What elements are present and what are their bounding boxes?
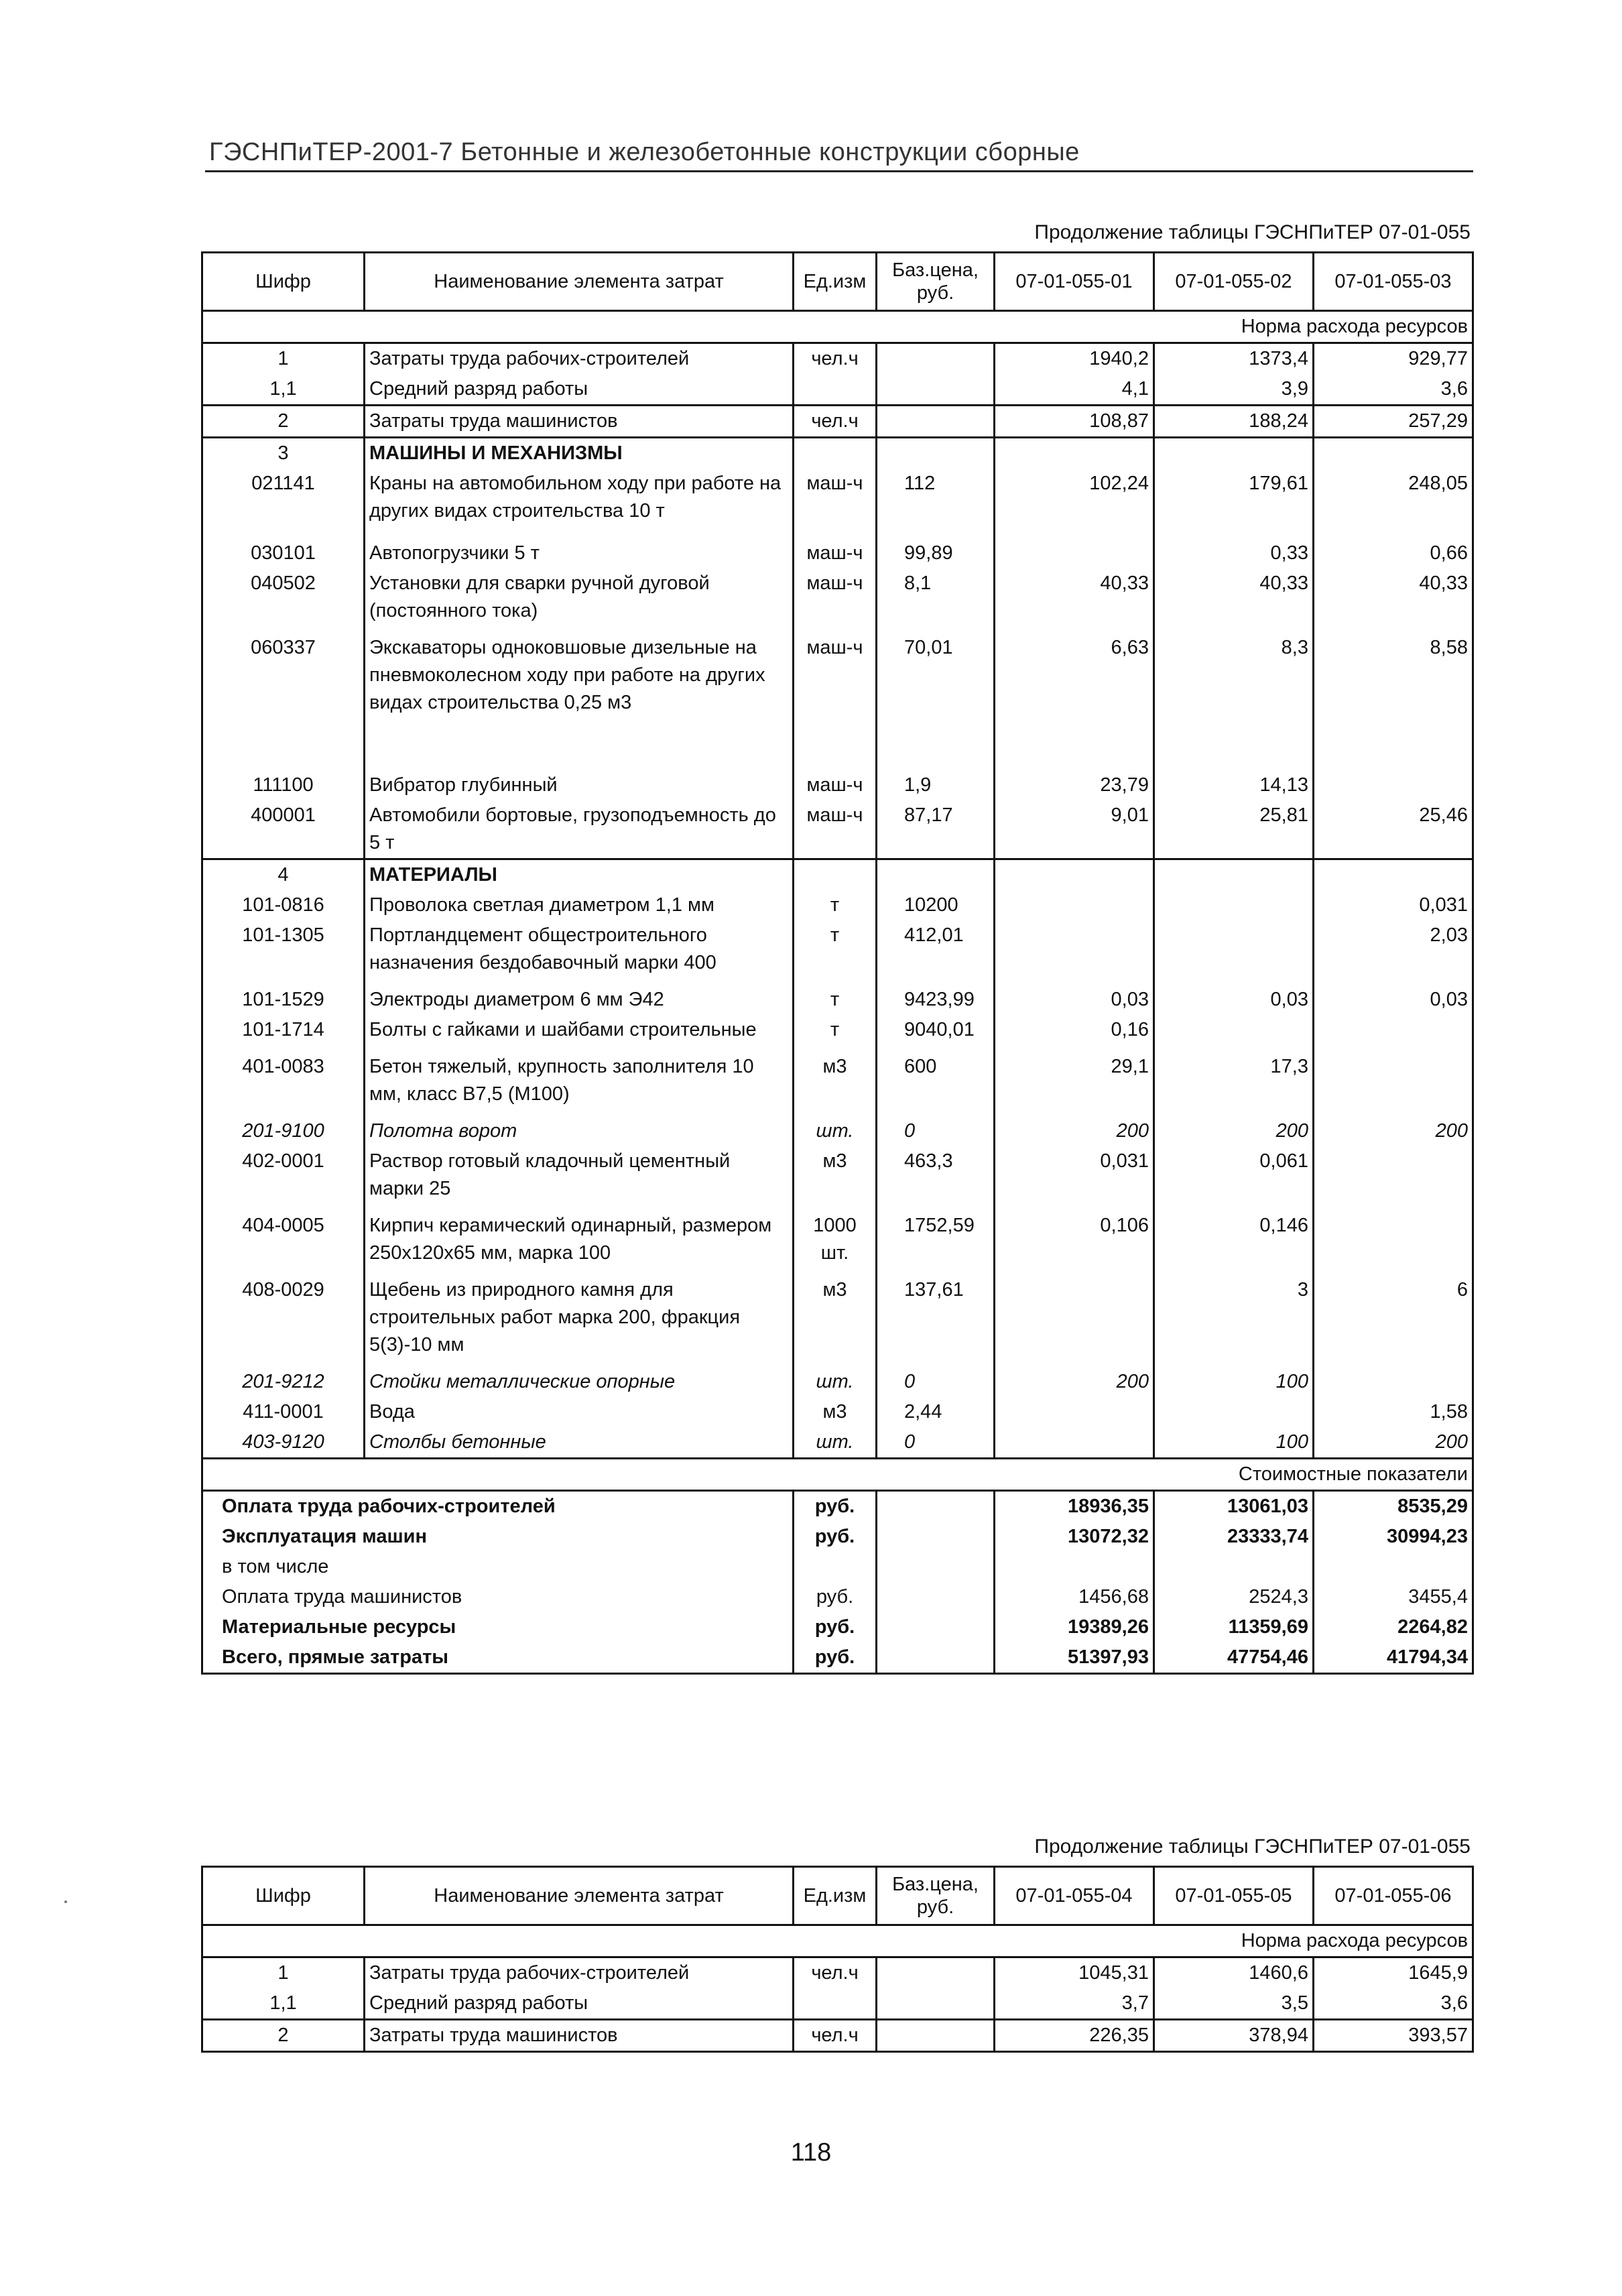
row-code: 111100 xyxy=(202,770,365,800)
cost-unit: руб. xyxy=(794,1582,877,1612)
cost-value-2 xyxy=(1154,1552,1314,1582)
row-unit: чел.ч xyxy=(794,2020,877,2052)
col-unit-header: Ед.изм xyxy=(794,253,877,311)
cost-name: Всего, прямые затраты xyxy=(202,1642,794,1674)
table-row xyxy=(202,770,1473,800)
row-value-1: 23,79 xyxy=(995,770,1154,800)
row-value-1: 0,16 xyxy=(995,1015,1154,1052)
col-price-header: Баз.цена, руб. xyxy=(877,1867,995,1925)
row-value-2: 17,3 xyxy=(1154,1052,1314,1116)
table-row xyxy=(202,1427,1473,1459)
cost-name: Материальные ресурсы xyxy=(202,1612,794,1642)
row-value-3: 1645,9 xyxy=(1314,1957,1473,1989)
row-value-2: 0,146 xyxy=(1154,1211,1314,1275)
cost-name: Оплата труда рабочих-строителей xyxy=(202,1491,794,1522)
norm-caption: Норма расхода ресурсов xyxy=(202,1925,1473,1957)
row-name: МАШИНЫ И МЕХАНИЗМЫ xyxy=(365,438,794,469)
col-c3-header: 07-01-055-06 xyxy=(1314,1867,1473,1925)
row-name: Автомобили бортовые, грузоподъемность до 5 т xyxy=(365,800,794,859)
row-value-1 xyxy=(995,538,1154,568)
row-value-1 xyxy=(995,859,1154,891)
row-value-3 xyxy=(1314,1015,1473,1052)
table-row xyxy=(202,469,1473,538)
row-value-1: 0,03 xyxy=(995,985,1154,1015)
row-value-1: 0,031 xyxy=(995,1146,1154,1211)
row-unit: шт. xyxy=(794,1116,877,1146)
row-name: Болты с гайками и шайбами строительные xyxy=(365,1015,794,1052)
norm-caption: Норма расхода ресурсов xyxy=(202,311,1473,343)
row-name: Затраты труда машинистов xyxy=(365,406,794,438)
row-unit: т xyxy=(794,890,877,920)
row-value-2: 8,3 xyxy=(1154,633,1314,770)
row-code: 411-0001 xyxy=(202,1397,365,1427)
row-value-3: 25,46 xyxy=(1314,800,1473,859)
cost-row xyxy=(202,1552,1473,1582)
row-price xyxy=(877,406,995,438)
row-code: 401-0083 xyxy=(202,1052,365,1116)
cost-price-empty xyxy=(877,1612,995,1642)
row-name: Установки для сварки ручной дуговой (постоянного тока) xyxy=(365,568,794,633)
row-code: 400001 xyxy=(202,800,365,859)
row-name: Краны на автомобильном ходу при работе на других видах строительства 10 т xyxy=(365,469,794,538)
row-value-1: 29,1 xyxy=(995,1052,1154,1116)
row-price xyxy=(877,1957,995,1989)
cost-price-empty xyxy=(877,1552,995,1582)
table-row xyxy=(202,1367,1473,1397)
row-value-2 xyxy=(1154,890,1314,920)
row-name: Электроды диаметром 6 мм Э42 xyxy=(365,985,794,1015)
row-value-3: 0,66 xyxy=(1314,538,1473,568)
row-unit: маш-ч xyxy=(794,568,877,633)
row-price: 112 xyxy=(877,469,995,538)
page-number: 118 xyxy=(790,2138,832,2167)
row-value-1: 3,7 xyxy=(995,1988,1154,2020)
row-name: Экскаваторы одноковшовые дизельные на пневмоколесном ходу при работе на других видах строительства 0,25 м3 xyxy=(365,633,794,770)
row-name: Проволока светлая диаметром 1,1 мм xyxy=(365,890,794,920)
cost-row xyxy=(202,1642,1473,1674)
row-code: 060337 xyxy=(202,633,365,770)
cost-value-2: 11359,69 xyxy=(1154,1612,1314,1642)
row-price: 0 xyxy=(877,1427,995,1459)
row-price: 137,61 xyxy=(877,1275,995,1367)
cost-row xyxy=(202,1612,1473,1642)
row-value-1 xyxy=(995,438,1154,469)
scan-speck xyxy=(64,1900,67,1903)
row-value-3: 248,05 xyxy=(1314,469,1473,538)
row-name: Щебень из природного камня для строительных работ марка 200, фракция 5(3)-10 мм xyxy=(365,1275,794,1367)
row-value-1: 40,33 xyxy=(995,568,1154,633)
row-value-1 xyxy=(995,890,1154,920)
cost-value-2: 13061,03 xyxy=(1154,1491,1314,1522)
row-unit: чел.ч xyxy=(794,343,877,375)
cost-value-3 xyxy=(1314,1552,1473,1582)
row-unit: м3 xyxy=(794,1275,877,1367)
row-value-3 xyxy=(1314,1146,1473,1211)
row-unit: маш-ч xyxy=(794,469,877,538)
row-unit: т xyxy=(794,1015,877,1052)
row-price: 1,9 xyxy=(877,770,995,800)
row-price: 600 xyxy=(877,1052,995,1116)
row-price: 70,01 xyxy=(877,633,995,770)
table-row xyxy=(202,1116,1473,1146)
row-unit: 1000 шт. xyxy=(794,1211,877,1275)
col-name-header: Наименование элемента затрат xyxy=(365,253,794,311)
row-unit: маш-ч xyxy=(794,633,877,770)
cost-value-2: 23333,74 xyxy=(1154,1522,1314,1552)
row-value-2 xyxy=(1154,1015,1314,1052)
row-value-2: 0,061 xyxy=(1154,1146,1314,1211)
row-name: Стойки металлические опорные xyxy=(365,1367,794,1397)
row-value-1: 108,87 xyxy=(995,406,1154,438)
table-row xyxy=(202,800,1473,859)
row-code: 403-9120 xyxy=(202,1427,365,1459)
row-value-2: 188,24 xyxy=(1154,406,1314,438)
row-name: Вода xyxy=(365,1397,794,1427)
table-row xyxy=(202,890,1473,920)
table-row xyxy=(202,343,1473,375)
table1-header-row xyxy=(202,253,1473,311)
page-header: ГЭСНПиТЕР-2001-7 Бетонные и железобетонные конструкции сборные xyxy=(209,138,1080,166)
row-value-2 xyxy=(1154,1397,1314,1427)
cost-caption-row xyxy=(202,1459,1473,1491)
cost-name: Оплата труда машинистов xyxy=(202,1582,794,1612)
row-code: 101-1529 xyxy=(202,985,365,1015)
row-value-3 xyxy=(1314,859,1473,891)
cost-value-3: 2264,82 xyxy=(1314,1612,1473,1642)
row-value-1 xyxy=(995,1275,1154,1367)
row-value-2: 25,81 xyxy=(1154,800,1314,859)
cost-value-1 xyxy=(995,1552,1154,1582)
cost-row xyxy=(202,1582,1473,1612)
cost-price-empty xyxy=(877,1522,995,1552)
table-row xyxy=(202,1988,1473,2020)
row-value-2: 200 xyxy=(1154,1116,1314,1146)
table-row xyxy=(202,1146,1473,1211)
col-code-header: Шифр xyxy=(202,253,365,311)
table-row xyxy=(202,1397,1473,1427)
row-value-2: 3 xyxy=(1154,1275,1314,1367)
col-code-header: Шифр xyxy=(202,1867,365,1925)
row-value-2: 1373,4 xyxy=(1154,343,1314,375)
row-code: 408-0029 xyxy=(202,1275,365,1367)
row-value-3: 8,58 xyxy=(1314,633,1473,770)
row-value-2: 0,33 xyxy=(1154,538,1314,568)
row-code: 030101 xyxy=(202,538,365,568)
row-price xyxy=(877,343,995,375)
row-unit: маш-ч xyxy=(794,538,877,568)
row-unit: м3 xyxy=(794,1397,877,1427)
row-name: Бетон тяжелый, крупность заполнителя 10 мм, класс В7,5 (М100) xyxy=(365,1052,794,1116)
row-value-1: 1045,31 xyxy=(995,1957,1154,1989)
row-value-3: 3,6 xyxy=(1314,1988,1473,2020)
row-price xyxy=(877,859,995,891)
row-unit: шт. xyxy=(794,1367,877,1397)
row-unit: м3 xyxy=(794,1146,877,1211)
cost-value-2: 47754,46 xyxy=(1154,1642,1314,1674)
row-code: 201-9100 xyxy=(202,1116,365,1146)
header-rule xyxy=(205,170,1473,172)
row-value-1: 0,106 xyxy=(995,1211,1154,1275)
table-row xyxy=(202,1052,1473,1116)
col-price-header: Баз.цена, руб. xyxy=(877,253,995,311)
row-name: Раствор готовый кладочный цементный марки 25 xyxy=(365,1146,794,1211)
table-row xyxy=(202,406,1473,438)
row-price: 2,44 xyxy=(877,1397,995,1427)
row-value-2: 378,94 xyxy=(1154,2020,1314,2052)
row-value-2: 1460,6 xyxy=(1154,1957,1314,1989)
resource-table-2 xyxy=(201,1866,1474,2053)
row-code: 2 xyxy=(202,406,365,438)
row-price: 87,17 xyxy=(877,800,995,859)
row-value-3: 40,33 xyxy=(1314,568,1473,633)
row-name: Кирпич керамический одинарный, размером 250х120х65 мм, марка 100 xyxy=(365,1211,794,1275)
row-value-1: 200 xyxy=(995,1367,1154,1397)
row-name: МАТЕРИАЛЫ xyxy=(365,859,794,891)
row-price: 412,01 xyxy=(877,920,995,985)
row-name: Средний разряд работы xyxy=(365,374,794,406)
row-code: 404-0005 xyxy=(202,1211,365,1275)
row-price: 8,1 xyxy=(877,568,995,633)
table-row xyxy=(202,438,1473,469)
row-value-3: 393,57 xyxy=(1314,2020,1473,2052)
table-row xyxy=(202,538,1473,568)
cost-unit xyxy=(794,1552,877,1582)
norm-caption-row xyxy=(202,1925,1473,1957)
cost-caption: Стоимостные показатели xyxy=(202,1459,1473,1491)
cost-name: Эксплуатация машин xyxy=(202,1522,794,1552)
row-code: 4 xyxy=(202,859,365,891)
col-c2-header: 07-01-055-05 xyxy=(1154,1867,1314,1925)
row-value-2: 100 xyxy=(1154,1367,1314,1397)
norm-caption-row xyxy=(202,311,1473,343)
row-value-2 xyxy=(1154,859,1314,891)
row-name: Вибратор глубинный xyxy=(365,770,794,800)
row-value-1: 226,35 xyxy=(995,2020,1154,2052)
table-row xyxy=(202,1957,1473,1989)
row-price: 9423,99 xyxy=(877,985,995,1015)
row-name: Портландцемент общестроительного назначения бездобавочный марки 400 xyxy=(365,920,794,985)
row-value-2: 3,9 xyxy=(1154,374,1314,406)
row-value-3: 2,03 xyxy=(1314,920,1473,985)
row-value-3: 3,6 xyxy=(1314,374,1473,406)
table-row xyxy=(202,920,1473,985)
row-unit xyxy=(794,859,877,891)
row-value-3 xyxy=(1314,1211,1473,1275)
row-value-2: 0,03 xyxy=(1154,985,1314,1015)
row-code: 021141 xyxy=(202,469,365,538)
row-value-1: 1940,2 xyxy=(995,343,1154,375)
row-value-2: 14,13 xyxy=(1154,770,1314,800)
table2-continuation: Продолжение таблицы ГЭСНПиТЕР 07-01-055 xyxy=(1034,1835,1471,1858)
row-unit: шт. xyxy=(794,1427,877,1459)
row-price: 0 xyxy=(877,1367,995,1397)
row-unit: чел.ч xyxy=(794,1957,877,1989)
row-unit xyxy=(794,1988,877,2020)
row-price: 99,89 xyxy=(877,538,995,568)
cost-value-1: 13072,32 xyxy=(995,1522,1154,1552)
row-value-2: 3,5 xyxy=(1154,1988,1314,2020)
cost-price-empty xyxy=(877,1491,995,1522)
cost-price-empty xyxy=(877,1642,995,1674)
table-row xyxy=(202,1015,1473,1052)
cost-name: в том числе xyxy=(202,1552,794,1582)
col-c3-header: 07-01-055-03 xyxy=(1314,253,1473,311)
row-price xyxy=(877,2020,995,2052)
row-name: Автопогрузчики 5 т xyxy=(365,538,794,568)
row-value-2: 40,33 xyxy=(1154,568,1314,633)
row-value-3: 200 xyxy=(1314,1116,1473,1146)
row-unit: т xyxy=(794,985,877,1015)
cost-value-1: 18936,35 xyxy=(995,1491,1154,1522)
table-row xyxy=(202,568,1473,633)
row-price: 9040,01 xyxy=(877,1015,995,1052)
row-price: 463,3 xyxy=(877,1146,995,1211)
row-value-3: 0,03 xyxy=(1314,985,1473,1015)
cost-value-3: 41794,34 xyxy=(1314,1642,1473,1674)
row-code: 101-1305 xyxy=(202,920,365,985)
row-name: Затраты труда рабочих-строителей xyxy=(365,1957,794,1989)
row-price xyxy=(877,438,995,469)
row-value-3: 929,77 xyxy=(1314,343,1473,375)
table-row xyxy=(202,2020,1473,2052)
row-code: 201-9212 xyxy=(202,1367,365,1397)
row-value-1 xyxy=(995,1397,1154,1427)
row-code: 1 xyxy=(202,343,365,375)
cost-unit: руб. xyxy=(794,1522,877,1552)
table-row xyxy=(202,1275,1473,1367)
cost-value-1: 51397,93 xyxy=(995,1642,1154,1674)
row-value-3 xyxy=(1314,770,1473,800)
row-unit: м3 xyxy=(794,1052,877,1116)
row-code: 101-0816 xyxy=(202,890,365,920)
cost-row xyxy=(202,1491,1473,1522)
col-name-header: Наименование элемента затрат xyxy=(365,1867,794,1925)
col-c1-header: 07-01-055-04 xyxy=(995,1867,1154,1925)
row-unit: маш-ч xyxy=(794,770,877,800)
row-name: Затраты труда рабочих-строителей xyxy=(365,343,794,375)
row-unit: т xyxy=(794,920,877,985)
row-unit xyxy=(794,374,877,406)
cost-value-2: 2524,3 xyxy=(1154,1582,1314,1612)
row-value-3: 1,58 xyxy=(1314,1397,1473,1427)
row-price xyxy=(877,374,995,406)
row-value-3: 6 xyxy=(1314,1275,1473,1367)
cost-value-3: 3455,4 xyxy=(1314,1582,1473,1612)
col-c2-header: 07-01-055-02 xyxy=(1154,253,1314,311)
row-unit: маш-ч xyxy=(794,800,877,859)
row-value-1: 200 xyxy=(995,1116,1154,1146)
row-name: Столбы бетонные xyxy=(365,1427,794,1459)
table-row xyxy=(202,374,1473,406)
cost-value-3: 8535,29 xyxy=(1314,1491,1473,1522)
row-value-1: 6,63 xyxy=(995,633,1154,770)
col-c1-header: 07-01-055-01 xyxy=(995,253,1154,311)
cost-value-3: 30994,23 xyxy=(1314,1522,1473,1552)
table-row xyxy=(202,859,1473,891)
row-value-1 xyxy=(995,1427,1154,1459)
cost-unit: руб. xyxy=(794,1612,877,1642)
row-code: 402-0001 xyxy=(202,1146,365,1211)
cost-unit: руб. xyxy=(794,1642,877,1674)
row-value-1 xyxy=(995,920,1154,985)
row-value-3: 0,031 xyxy=(1314,890,1473,920)
row-value-3 xyxy=(1314,1052,1473,1116)
row-name: Затраты труда машинистов xyxy=(365,2020,794,2052)
cost-row xyxy=(202,1522,1473,1552)
row-code: 3 xyxy=(202,438,365,469)
row-code: 040502 xyxy=(202,568,365,633)
row-code: 1 xyxy=(202,1957,365,1989)
cost-value-1: 1456,68 xyxy=(995,1582,1154,1612)
row-code: 1,1 xyxy=(202,374,365,406)
row-value-3 xyxy=(1314,438,1473,469)
cost-price-empty xyxy=(877,1582,995,1612)
row-price: 0 xyxy=(877,1116,995,1146)
row-value-1: 102,24 xyxy=(995,469,1154,538)
row-value-2: 179,61 xyxy=(1154,469,1314,538)
row-unit: чел.ч xyxy=(794,406,877,438)
row-code: 2 xyxy=(202,2020,365,2052)
cost-unit: руб. xyxy=(794,1491,877,1522)
row-code: 101-1714 xyxy=(202,1015,365,1052)
row-unit xyxy=(794,438,877,469)
row-price xyxy=(877,1988,995,2020)
row-code: 1,1 xyxy=(202,1988,365,2020)
row-value-3 xyxy=(1314,1367,1473,1397)
table-row xyxy=(202,1211,1473,1275)
row-value-2 xyxy=(1154,438,1314,469)
row-price: 10200 xyxy=(877,890,995,920)
row-name: Средний разряд работы xyxy=(365,1988,794,2020)
resource-table-1 xyxy=(201,251,1474,1675)
row-value-3: 200 xyxy=(1314,1427,1473,1459)
row-value-1: 4,1 xyxy=(995,374,1154,406)
row-value-1: 9,01 xyxy=(995,800,1154,859)
row-value-3: 257,29 xyxy=(1314,406,1473,438)
table-row xyxy=(202,985,1473,1015)
table1-continuation: Продолжение таблицы ГЭСНПиТЕР 07-01-055 xyxy=(1034,221,1471,243)
row-price: 1752,59 xyxy=(877,1211,995,1275)
row-value-2 xyxy=(1154,920,1314,985)
row-value-2: 100 xyxy=(1154,1427,1314,1459)
cost-value-1: 19389,26 xyxy=(995,1612,1154,1642)
table-row xyxy=(202,633,1473,770)
table2-header-row xyxy=(202,1867,1473,1925)
row-name: Полотна ворот xyxy=(365,1116,794,1146)
col-unit-header: Ед.изм xyxy=(794,1867,877,1925)
